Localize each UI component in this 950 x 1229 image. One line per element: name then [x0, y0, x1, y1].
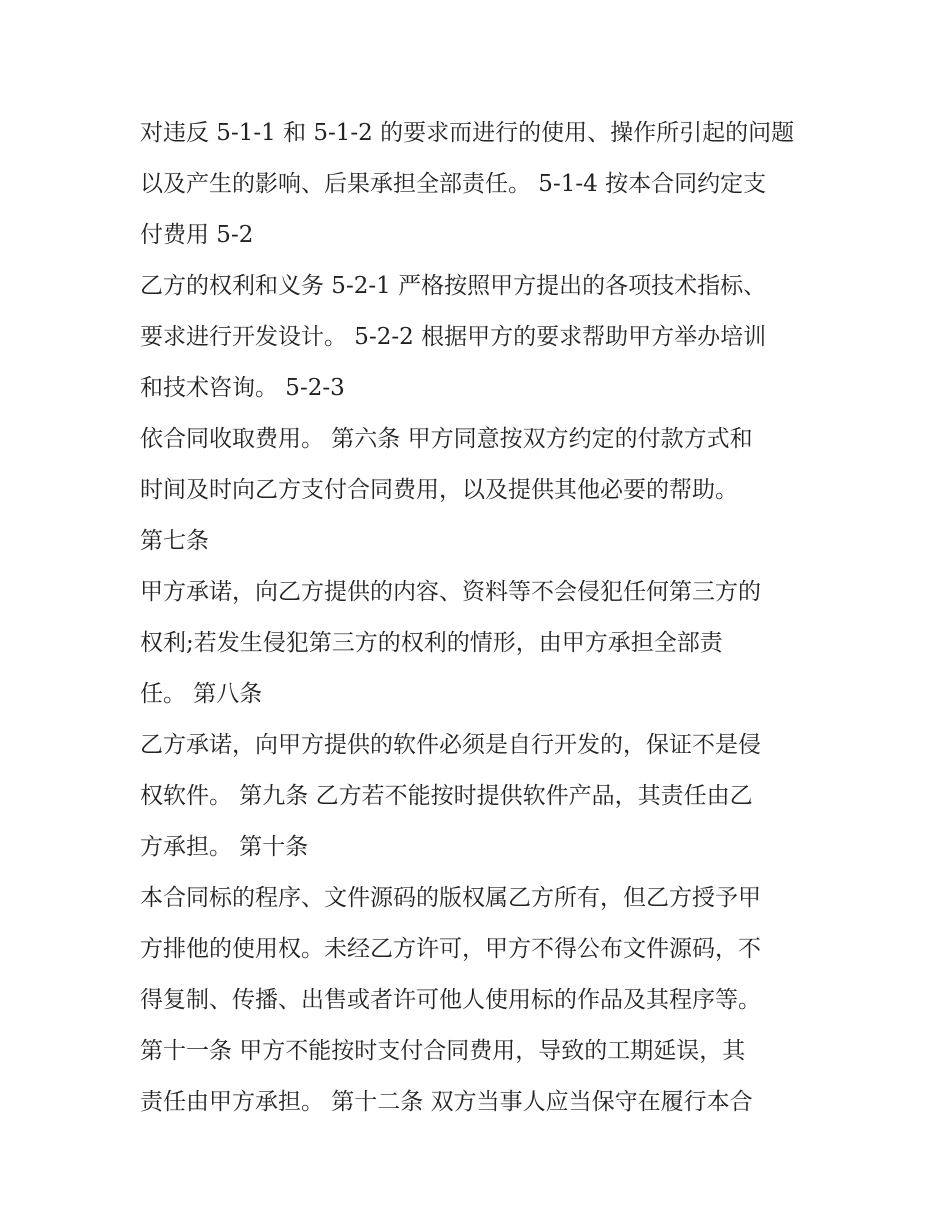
text-line-2: 以及产生的影响、后果承担全部责任。 5-1-4 按本合同约定支 — [140, 171, 767, 197]
text-line-9: 第七条 — [140, 528, 209, 554]
text-line-3: 付费用 5-2 — [140, 222, 254, 248]
text-line-5: 要求进行开发设计。 5-2-2 根据甲方的要求帮助甲方举办培训 — [140, 324, 767, 350]
text-line-10: 甲方承诺，向乙方提供的内容、资料等不会侵犯任何第三方的 — [140, 579, 761, 605]
text-line-7: 依合同收取费用。 第六条 甲方同意按双方约定的付款方式和 — [140, 426, 753, 452]
text-line-6: 和技术咨询。 5-2-3 — [140, 375, 345, 401]
text-line-13: 乙方承诺，向甲方提供的软件必须是自行开发的，保证不是侵 — [140, 732, 761, 758]
text-line-14: 权软件。 第九条 乙方若不能按时提供软件产品，其责任由乙 — [140, 783, 753, 809]
text-line-17: 方排他的使用权。未经乙方许可，甲方不得公布文件源码，不 — [140, 936, 761, 962]
contract-text — [140, 108, 820, 1128]
text-line-20: 责任由甲方承担。 第十二条 双方当事人应当保守在履行本合 — [140, 1089, 753, 1115]
text-line-16: 本合同标的程序、文件源码的版权属乙方所有，但乙方授予甲 — [140, 885, 761, 911]
text-line-11: 权利;若发生侵犯第三方的权利的情形，由甲方承担全部责 — [140, 630, 723, 656]
text-line-4: 乙方的权利和义务 5-2-1 严格按照甲方提出的各项技术指标、 — [140, 273, 767, 299]
text-line-18: 得复制、传播、出售或者许可他人使用标的作品及其程序等。 — [140, 987, 761, 1013]
text-line-8: 时间及时向乙方支付合同费用，以及提供其他必要的帮助。 — [140, 477, 738, 503]
text-line-19: 第十一条 甲方不能按时支付合同费用，导致的工期延误，其 — [140, 1038, 746, 1064]
text-line-15: 方承担。 第十条 — [140, 834, 309, 860]
text-line-12: 任。 第八条 — [140, 681, 263, 707]
text-line-1: 对违反 5-1-1 和 5-1-2 的要求而进行的使用、操作所引起的问题 — [140, 120, 795, 146]
